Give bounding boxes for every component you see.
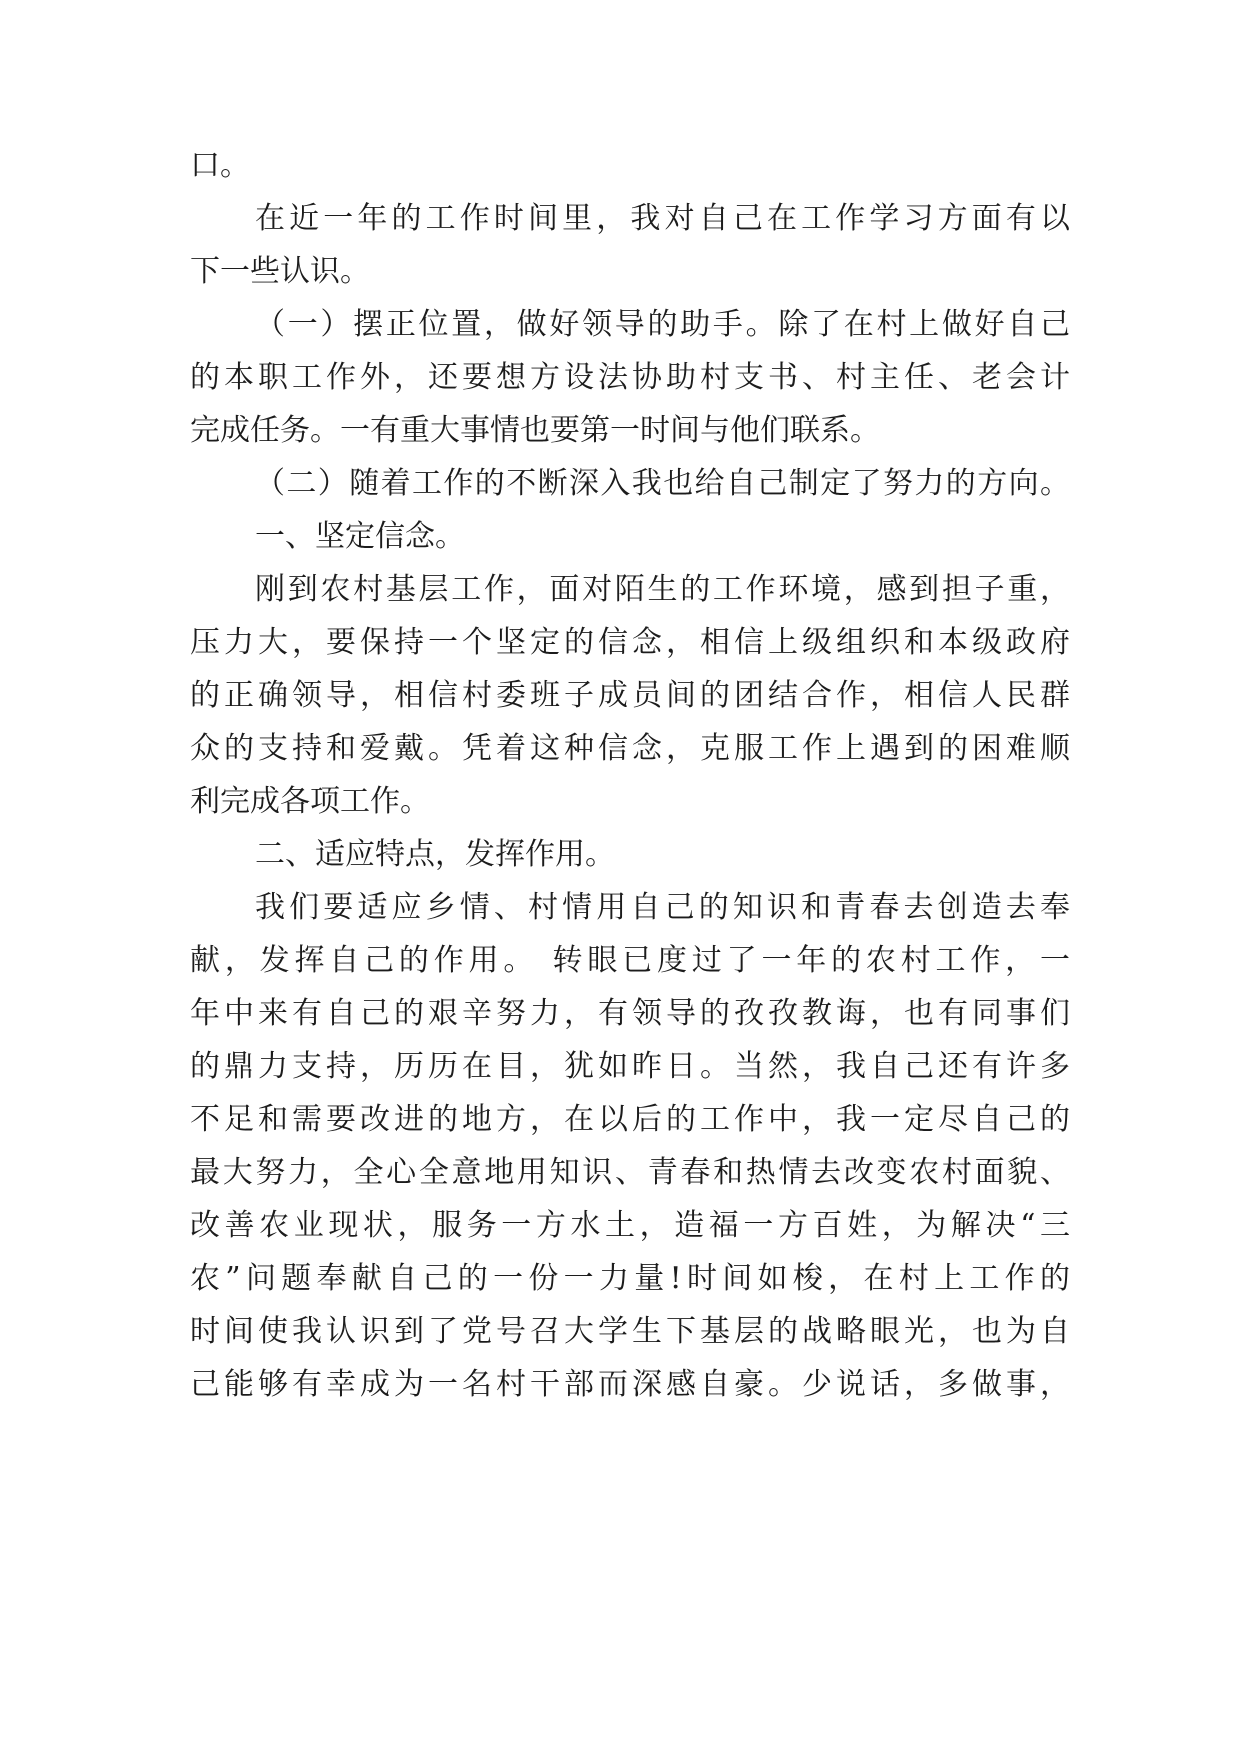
- text-line: 最大努力，全心全意地用知识、青春和热情去改变农村面貌、: [190, 1155, 1070, 1190]
- paragraph-first-line: 刚到农村基层工作，面对陌生的工作环境，感到担子重，: [255, 572, 1070, 607]
- text-line: 下一些认识。: [190, 254, 370, 289]
- text-line: 年中来有自己的艰辛努力，有领导的孜孜教诲，也有同事们: [190, 996, 1070, 1031]
- text-line: 不足和需要改进的地方，在以后的工作中，我一定尽自己的: [190, 1102, 1070, 1137]
- section-heading: 一、坚定信念。: [255, 519, 465, 554]
- text-line: 口。: [190, 148, 250, 183]
- text-line: 农”问题奉献自己的一份一力量!时间如梭，在村上工作的: [190, 1261, 1070, 1296]
- section-heading: 二、适应特点，发挥作用。: [255, 837, 615, 872]
- text-line: 的鼎力支持，历历在目，犹如昨日。当然，我自己还有许多: [190, 1049, 1070, 1084]
- text-line: 完成任务。一有重大事情也要第一时间与他们联系。: [190, 413, 880, 448]
- text-line: 利完成各项工作。: [190, 784, 430, 819]
- paragraph-first-line: （二）随着工作的不断深入我也给自己制定了努力的方向。: [255, 466, 1070, 501]
- text-line: 的本职工作外，还要想方设法协助村支书、村主任、老会计: [190, 360, 1070, 395]
- text-line: 献，发挥自己的作用。 转眼已度过了一年的农村工作，一: [190, 943, 1070, 978]
- text-line: 时间使我认识到了党号召大学生下基层的战略眼光，也为自: [190, 1314, 1070, 1349]
- text-line: 的正确领导，相信村委班子成员间的团结合作，相信人民群: [190, 678, 1070, 713]
- text-line: 改善农业现状，服务一方水土，造福一方百姓，为解决“三: [190, 1208, 1070, 1243]
- text-line: 己能够有幸成为一名村干部而深感自豪。少说话，多做事，: [190, 1367, 1070, 1402]
- text-line: 压力大，要保持一个坚定的信念，相信上级组织和本级政府: [190, 625, 1070, 660]
- paragraph-first-line: 在近一年的工作时间里，我对自己在工作学习方面有以: [255, 201, 1070, 236]
- text-line: 众的支持和爱戴。凭着这种信念，克服工作上遇到的困难顺: [190, 731, 1070, 766]
- paragraph-first-line: （一）摆正位置，做好领导的助手。除了在村上做好自己: [255, 307, 1070, 342]
- paragraph-first-line: 我们要适应乡情、村情用自己的知识和青春去创造去奉: [255, 890, 1070, 925]
